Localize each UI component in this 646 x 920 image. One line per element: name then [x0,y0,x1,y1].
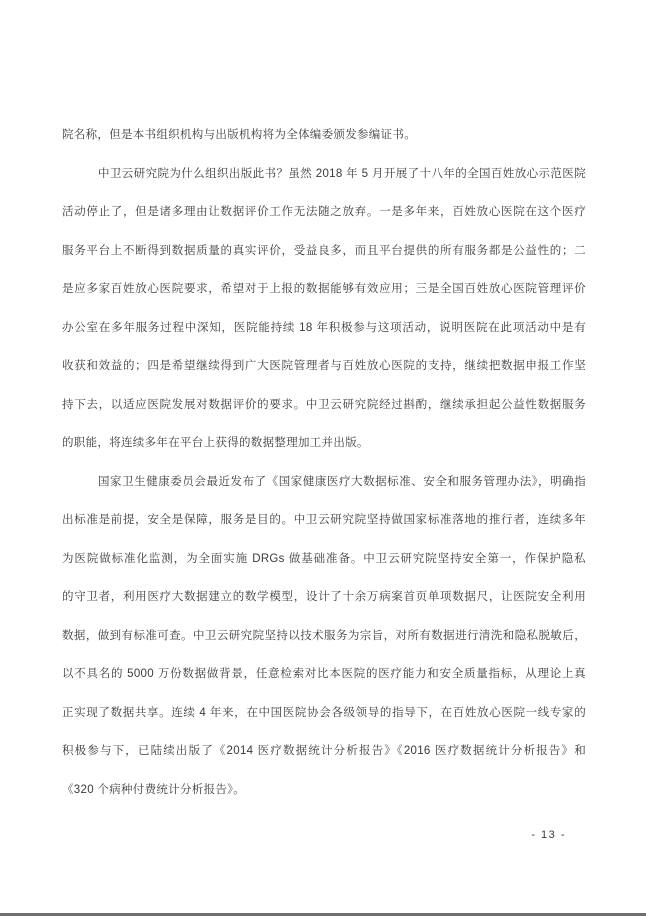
text-line: 国家卫生健康委员会最近发布了《国家健康医疗大数据标准、安全和服务管理办法》，明确指 [98,475,586,488]
text-line: 《320 个病种付费统计分析报告》。 [62,783,246,796]
text-line: 院名称，但是本书组织机构与出版机构将为全体编委颁发参编证书。 [62,129,416,141]
text-line: 数据，做到有标准可查。中卫云研究院坚持以技术服务为宗旨，对所有数据进行清洗和隐私脱敏后， [62,629,586,642]
text-line: 的守卫者，利用医疗大数据建立的数学模型，设计了十余万病案首页单项数据尺，让医院安全利用 [62,591,586,603]
text-line: 出标准是前提，安全是保障，服务是目的。中卫云研究院坚持做国家标准落地的推行者，连续多年 [62,514,586,526]
text-line: 正实现了数据共享。连续 4 年来，在中国医院协会各级领导的指导下，在百姓放心医院一线专家的 [62,706,586,719]
text-line: 办公室在多年服务过程中深知，医院能持续 18 年积极参与这项活动，说明医院在此项活动中是有 [62,321,586,334]
text-line: 持下去，以适应医院发展对数据评价的要求。中卫云研究院经过斟酌，继续承担起公益性数据服务 [62,398,586,411]
body-text [62,116,586,809]
page-number: - 13 - [531,829,566,841]
text-line: 积极参与下，已陆续出版了《2014 医疗数据统计分析报告》《2016 医疗数据统计分析报告》和 [62,745,586,757]
scan-edge-line [0,913,646,916]
text-line: 活动停止了，但是诸多理由让数据评价工作无法随之放弃。一是多年来，百姓放心医院在这个医疗 [62,206,586,218]
text-line: 中卫云研究院为什么组织出版此书？虽然 2018 年 5 月开展了十八年的全国百姓放心示范医院 [98,167,586,180]
text-line: 为医院做标准化监测，为全面实施 DRGs 做基础准备。中卫云研究院坚持安全第一，作保护隐私 [62,552,586,565]
text-line: 服务平台上不断得到数据质量的真实评价，受益良多，而且平台提供的所有服务都是公益性的；二 [62,244,586,257]
text-line: 的职能，将连续多年在平台上获得的数据整理加工并出版。 [62,437,369,449]
text-line: 是应多家百姓放心医院要求，希望对于上报的数据能够有效应用；三是全国百姓放心医院管理评价 [62,283,586,295]
text-line: 收获和效益的；四是希望继续得到广大医院管理者与百姓放心医院的支持，继续把数据申报工作坚 [62,360,586,372]
text-line: 以不具名的 5000 万份数据做背景，任意检索对比本医院的医疗能力和安全质量指标，从理论上真 [62,668,586,680]
